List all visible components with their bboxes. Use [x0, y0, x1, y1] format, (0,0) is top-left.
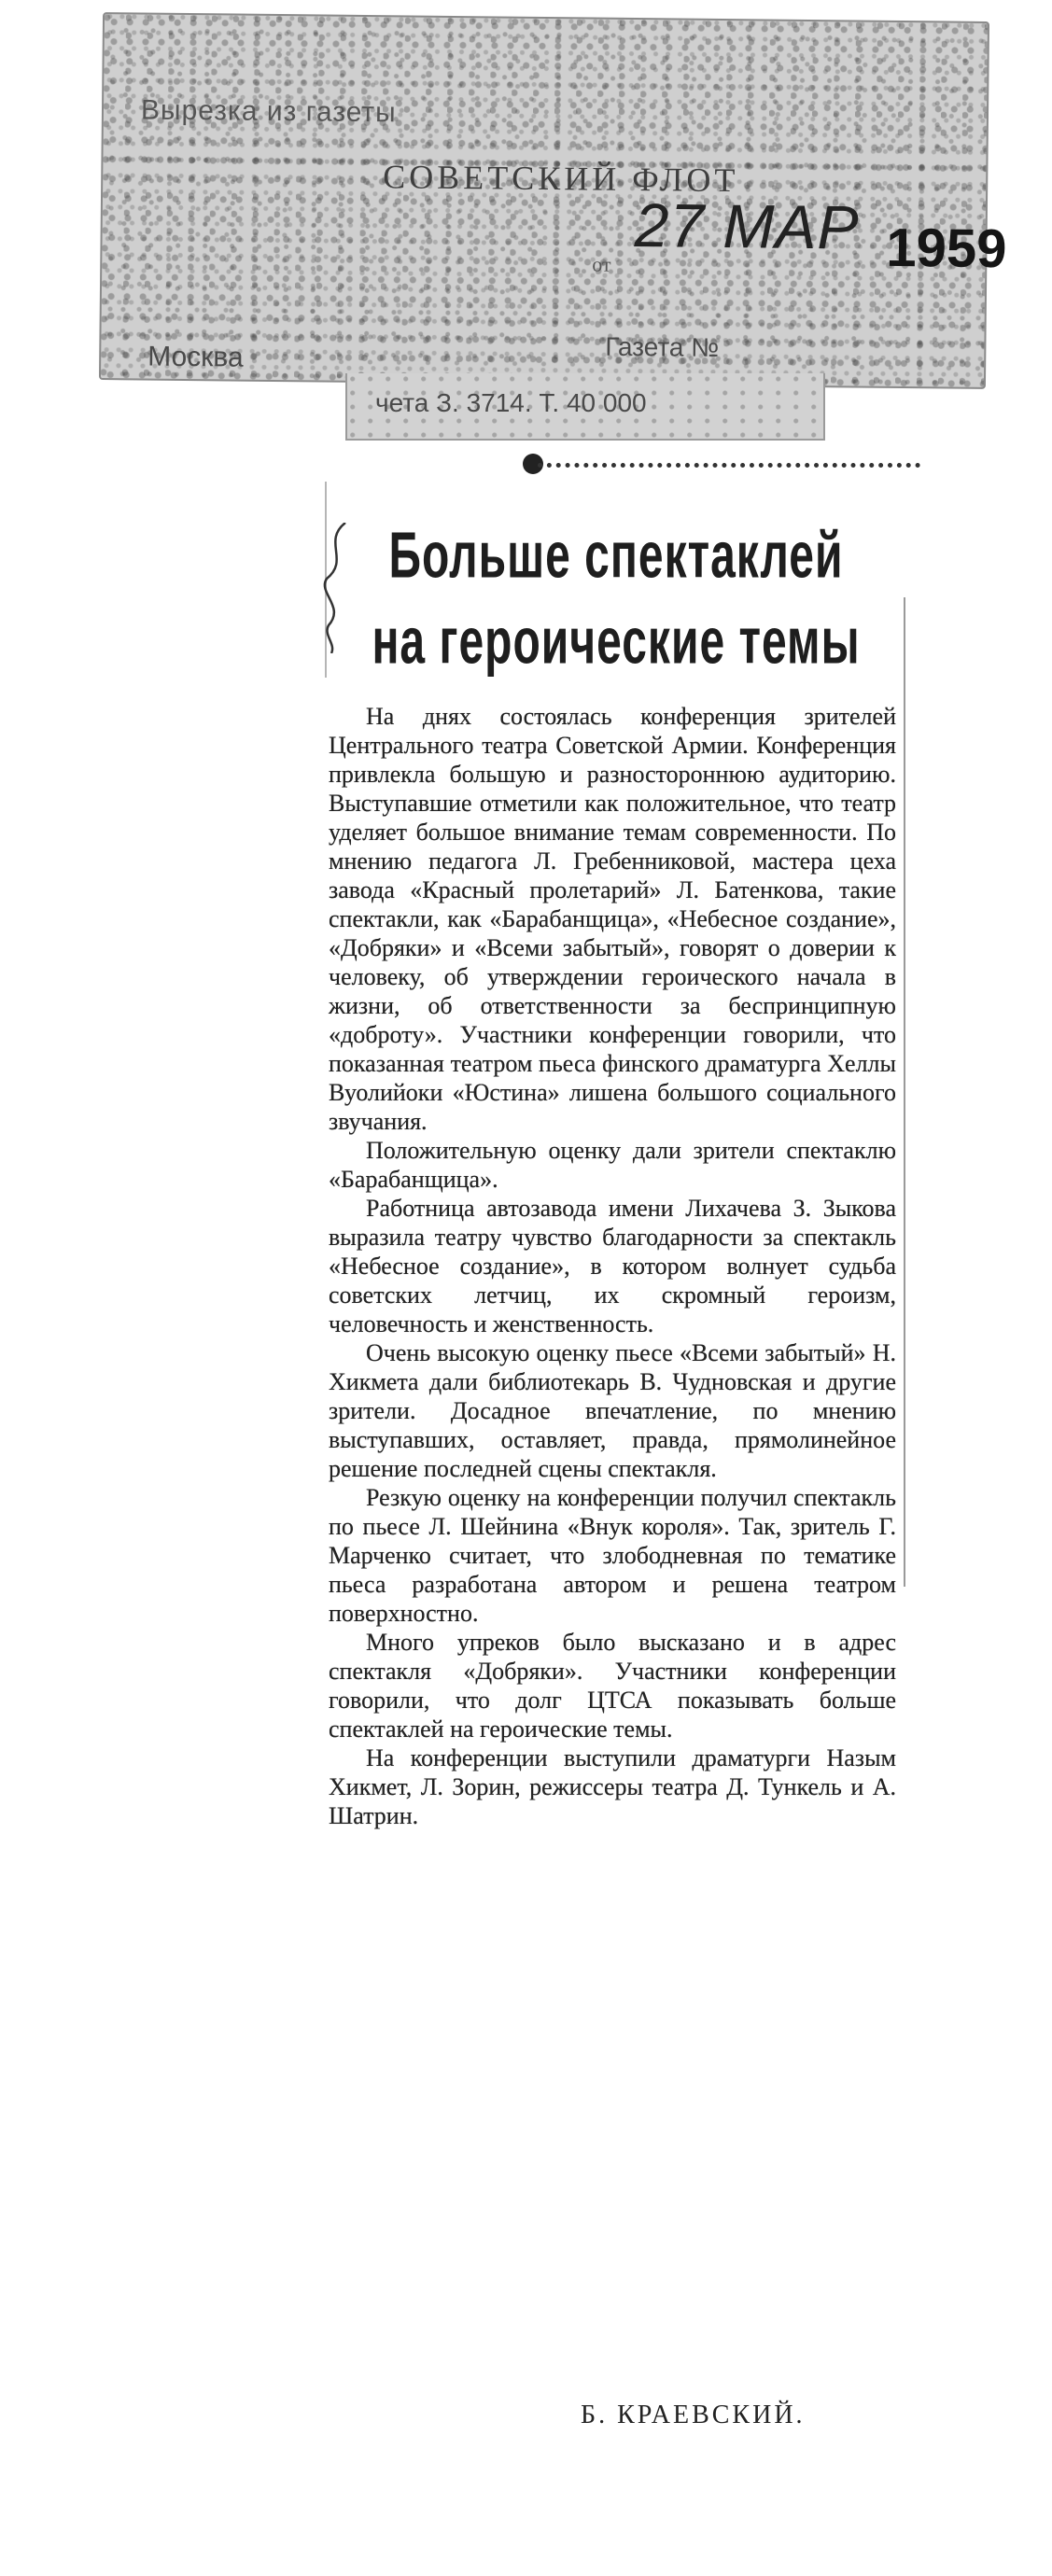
- gazeta-number-label: Газета №: [605, 331, 720, 362]
- clipping-label: Вырезка из газеты: [140, 94, 397, 129]
- column-rule: [904, 597, 905, 1587]
- stamp-tab: [345, 373, 825, 441]
- headline-line-2: на героические темы: [372, 606, 861, 679]
- article-body: [329, 702, 896, 1830]
- perforated-edge: [538, 463, 920, 468]
- article-paragraph: Много упреков было высказано и в адрес спектакля «Добряки». Участники конференции говорили, что долг ЦТСА показывать больше спектаклей на героические темы.: [329, 1629, 896, 1743]
- article-paragraph: На днях состоялась конференция зрителей Центрального театра Советской Армии. Конференция привлекла большую и разностороннюю аудиторию. Выступавшие отметили как положительное, что театр уделяет большое внимание темам современности. По мнению педагога Л. Гребенниковой, мастера цеха завода «Красный пролетарий» Л. Батенкова, такие спектакли, как «Барабанщица», «Небесное создание», «Добряки» и «Всеми забытый», говорят о доверии к человеку, об утверждении героического начала в жизни, об ответственности за беспринципную «доброту». Участники конференции говорили, что показанная театром пьеса финского драматурга Хеллы Вуолийоки «Юстина» лишена большого социального звучания.: [329, 703, 896, 1135]
- article-paragraph: На конференции выступили драматурги Назым Хикмет, Л. Зорин, режиссеры театра Д. Тункель и А. Шатрин.: [329, 1744, 896, 1829]
- city-label: Москва: [147, 341, 244, 373]
- newspaper-name: СОВЕТСКИЙ ФЛОТ: [383, 158, 739, 200]
- article-paragraph: Очень высокую оценку пьесе «Всеми забытый» Н. Хикмета дали библиотекарь В. Чудновская и другие зрители. Досадное впечатление, по мнению выступавших, оставляет, правда, прямолинейное решение последней сцены спектакля.: [329, 1339, 896, 1482]
- article-paragraph: Резкую оценку на конференции получил спектакль по пьесе Л. Шейнина «Внук короля». Так, зритель Г. Марченко считает, что злободневная по тематике пьеса разработана автором и решена театром поверхностно.: [329, 1484, 896, 1627]
- stamp-year: 1959: [886, 217, 1007, 280]
- headline-line-1: Больше спектаклей: [388, 520, 844, 593]
- from-label: от: [592, 252, 611, 276]
- article-paragraph: Положительную оценку дали зрители спектаклю «Барабанщица».: [329, 1137, 896, 1193]
- print-order-label: чета З. 3714. Т. 40 000: [375, 388, 647, 417]
- byline: Б. КРАЕВСКИЙ.: [581, 2401, 806, 2429]
- article-paragraph: Работница автозавода имени Лихачева З. Зыкова выразила театру чувство благодарности за спектакль «Небесное создание», в котором волнует судьба советских летчиц, их скромный героизм, человечность и женственность.: [329, 1195, 896, 1337]
- archive-stamp: [99, 12, 1007, 389]
- stamp-date: 27 МАР: [634, 190, 860, 262]
